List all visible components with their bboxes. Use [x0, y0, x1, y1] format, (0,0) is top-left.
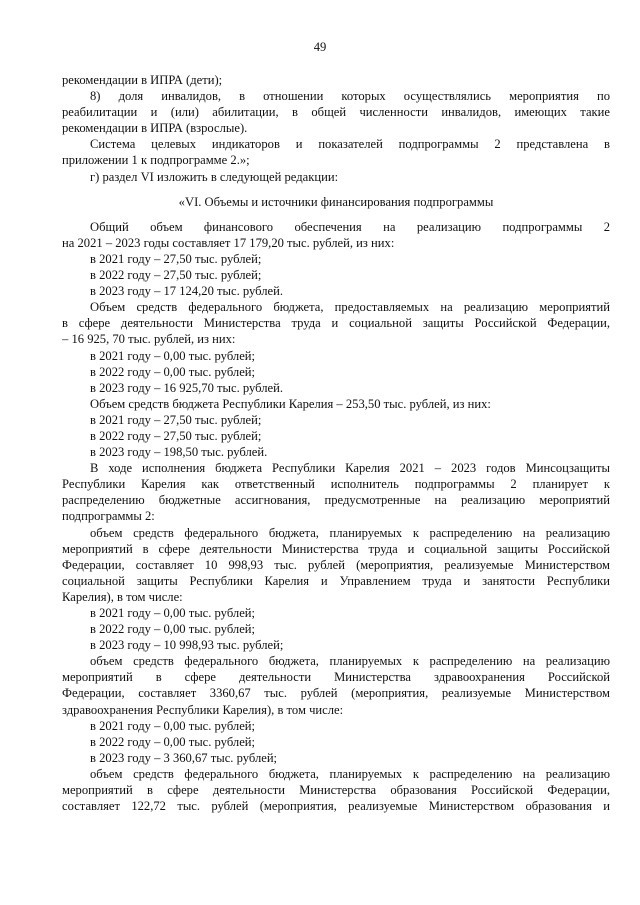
- page-number: 49: [313, 40, 327, 54]
- text-line: мероприятий в сфере деятельности Министерства труда и социальной защиты Российской: [62, 541, 610, 556]
- text-line: в 2022 году – 0,00 тыс. рублей;: [90, 364, 256, 379]
- text-line: рекомендации в ИПРА (взрослые).: [62, 121, 248, 136]
- text-line: социальной защиты Республики Карелия и Управлением труда и занятости Республики: [62, 573, 610, 588]
- text-line: Федерации, составляет 3360,67 тыс. рублей (мероприятия, реализуемые Министерством: [62, 686, 610, 701]
- text-line: объем средств федерального бюджета, планируемых к распределению на реализацию: [90, 654, 610, 669]
- text-line: здравоохранения Республики Карелия), в том числе:: [62, 702, 344, 717]
- text-line: г) раздел VI изложить в следующей редакции:: [90, 169, 339, 184]
- text-line: Объем средств бюджета Республики Карелия – 253,50 тыс. рублей, из них:: [90, 396, 491, 411]
- text-line: в 2021 году – 0,00 тыс. рублей;: [90, 348, 256, 363]
- text-line: в 2021 году – 0,00 тыс. рублей;: [90, 606, 256, 620]
- text-line: реабилитации и (или) абилитации, в общей численности инвалидов, имеющих такие: [62, 105, 610, 120]
- text-line: Общий объем финансового обеспечения на реализацию подпрограммы 2: [90, 219, 610, 234]
- document-body: [62, 72, 610, 814]
- text-line: Объем средств федерального бюджета, предоставляемых на реализацию мероприятий: [90, 300, 610, 315]
- text-line: в 2023 году – 3 360,67 тыс. рублей;: [90, 750, 278, 765]
- text-line: распределению бюджетные ассигнования, предусмотренные на реализацию мероприятий: [62, 493, 610, 508]
- text-line: в 2021 году – 27,50 тыс. рублей;: [90, 412, 262, 427]
- text-line: Республики Карелия как ответственный исполнитель подпрограммы 2 планирует к: [62, 477, 610, 492]
- text-line: в 2023 году – 10 998,93 тыс. рублей;: [90, 638, 284, 653]
- text-line: в 2022 году – 0,00 тыс. рублей;: [90, 734, 256, 749]
- text-line: подпрограммы 2:: [62, 509, 155, 524]
- text-line: в сфере деятельности Министерства труда и социальной защиты Российской Федерации,: [62, 316, 610, 331]
- text-line: объем средств федерального бюджета, планируемых к распределению на реализацию: [90, 525, 610, 540]
- top-paragraphs: [62, 72, 610, 185]
- text-line: в 2023 году – 17 124,20 тыс. рублей.: [90, 284, 284, 299]
- text-line: В ходе исполнения бюджета Республики Карелия 2021 – 2023 годов Минсоцзащиты: [90, 461, 610, 476]
- text-line: в 2023 году – 198,50 тыс. рублей.: [90, 445, 268, 460]
- section-heading: «VI. Объемы и источники финансирования подпрограммы: [178, 194, 494, 209]
- text-line: на 2021 – 2023 годы составляет 17 179,20 тыс. рублей, из них:: [62, 235, 395, 250]
- text-line: Карелия), в том числе:: [62, 589, 183, 604]
- text-line: 8) доля инвалидов, в отношении которых осуществлялись мероприятия по: [90, 89, 610, 104]
- text-line: в 2022 году – 0,00 тыс. рублей;: [90, 622, 256, 637]
- text-line: в 2021 году – 0,00 тыс. рублей;: [90, 718, 256, 733]
- text-line: объем средств федерального бюджета, планируемых к распределению на реализацию: [90, 766, 610, 781]
- text-line: Система целевых индикаторов и показателей подпрограммы 2 представлена в: [90, 137, 610, 152]
- text-line: – 16 925, 70 тыс. рублей, из них:: [62, 332, 236, 347]
- text-line: рекомендации в ИПРА (дети);: [62, 73, 223, 87]
- text-line: в 2022 году – 27,50 тыс. рублей;: [90, 428, 262, 443]
- text-line: Федерации, составляет 10 998,93 тыс. рублей (мероприятия, реализуемые Министерством: [62, 557, 610, 572]
- text-line: приложении 1 к подпрограмме 2.»;: [62, 153, 250, 168]
- spacer: [62, 210, 610, 219]
- text-line: мероприятий в сфере деятельности Министерства образования Российской Федерации,: [62, 783, 610, 798]
- text-line: составляет 122,72 тыс. рублей (мероприятия, реализуемые Министерством образования и: [62, 799, 610, 814]
- text-line: мероприятий в сфере деятельности Министерства здравоохранения Российской: [62, 670, 610, 685]
- text-line: в 2022 году – 27,50 тыс. рублей;: [90, 268, 262, 283]
- text-line: в 2023 году – 16 925,70 тыс. рублей.: [90, 380, 284, 395]
- spacer: [62, 185, 610, 194]
- text-line: в 2021 году – 27,50 тыс. рублей;: [90, 251, 262, 266]
- section-body: [62, 219, 610, 814]
